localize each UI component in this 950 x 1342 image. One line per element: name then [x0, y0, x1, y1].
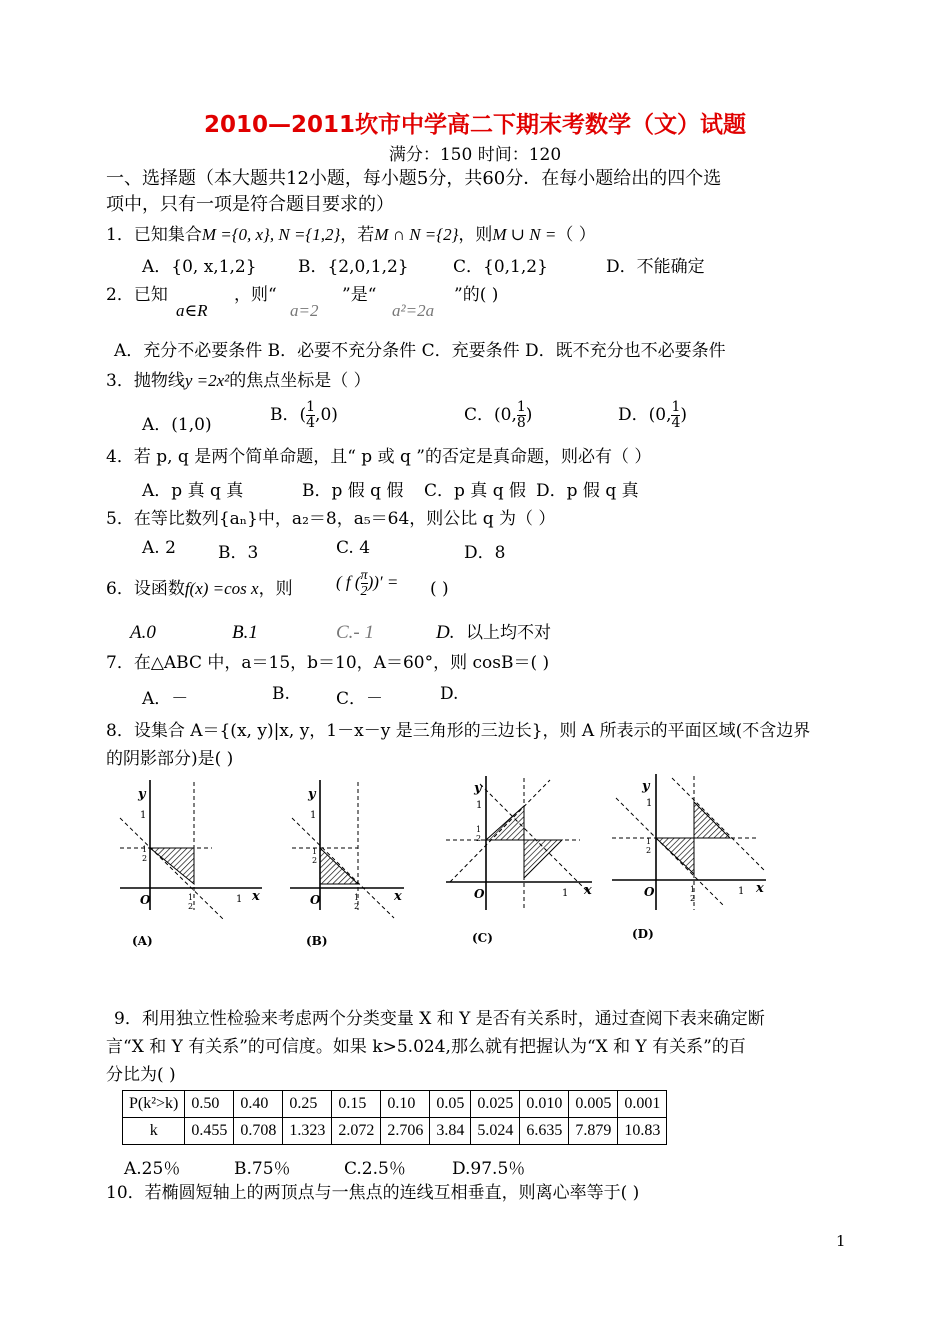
q3-d-label: D．(0, — [618, 405, 672, 425]
shaded-region — [320, 848, 358, 884]
q1-if: ，若 — [340, 225, 375, 245]
tick-label-one: 1 — [738, 886, 745, 897]
q9-table — [122, 1090, 667, 1145]
q8-stem-1: 8．设集合 A＝{(x, y)|x, y，1－x－y 是三角形的三边长}，则 A 所表示的平面区域(不含边界 — [106, 721, 811, 741]
table-cell: 3.84 — [430, 1118, 471, 1145]
q3-b-frac-num: 1 — [306, 399, 316, 415]
q2-a-in-r: a∈R — [176, 301, 208, 320]
tick-label-half-num: 1 — [312, 847, 318, 856]
q3-b-frac-den: 4 — [306, 415, 316, 431]
q8-stem-2: 的阴影部分)是( ) — [106, 749, 234, 769]
q1-sets: M ={0, x}, N ={1,2} — [201, 225, 341, 244]
q4-option-b: B．p 假 q 假 — [302, 481, 404, 501]
table-cell: 0.005 — [569, 1091, 618, 1118]
q2-p: a=2 — [290, 301, 319, 320]
origin-label: O — [310, 893, 321, 907]
q6-num: 6．设函数 — [106, 579, 185, 599]
table-cell: 6.635 — [520, 1118, 569, 1145]
tick-label-one: 1 — [236, 894, 243, 905]
table-cell: 0.50 — [185, 1091, 234, 1118]
tick-label-one: 1 — [476, 800, 483, 811]
q3-option-c — [464, 400, 532, 431]
tick-label-one: 1 — [310, 810, 317, 821]
q6-option-d: D. — [436, 622, 455, 643]
q1-option-c: C．{0,1,2} — [453, 257, 548, 277]
table-cell: 0.25 — [283, 1091, 332, 1118]
q3-option-d — [618, 400, 687, 431]
q4-option-a: A．p 真 q 真 — [142, 481, 244, 501]
q8-figure-d — [606, 770, 772, 950]
axis-y-label: y — [474, 781, 482, 796]
section-heading-1: 一、选择题（本大题共12小题，每小题5分，共60分．在每小题给出的四个选 — [106, 168, 722, 189]
shaded-region — [524, 840, 562, 878]
table-cell: 0.010 — [520, 1091, 569, 1118]
q9-stem-2: 言“X 和 Y 有关系”的可信度。如果 k>5.024,那么就有把握认为“X 和 Y 有关系”的百 — [106, 1037, 746, 1057]
axis-x-label: x — [252, 889, 260, 904]
q9-stem-3: 分比为( ) — [106, 1065, 176, 1085]
q6-then: ，则 — [258, 579, 293, 599]
q2-options: A．充分不必要条件 B．必要不充分条件 C．充要条件 D．既不充分也不必要条件 — [114, 341, 726, 361]
table-header-cell: P(k²>k) — [123, 1091, 185, 1118]
tick-label-one: 1 — [646, 798, 653, 809]
q5-option-d: D．8 — [464, 543, 506, 563]
page-title: 2010—2011坎市中学高二下期末考数学（文）试题 — [203, 112, 747, 138]
axis-x-label: x — [584, 883, 592, 898]
q3-option-a: A．(1,0) — [142, 415, 212, 435]
q6-frac-den: 2 — [360, 584, 368, 599]
page-subtitle: 满分：150 时间：120 — [388, 145, 562, 165]
q1-num: 1．已知集合 — [106, 225, 202, 245]
tick-label-half-den: 2 — [142, 854, 148, 863]
q6-option-d-text: 以上均不对 — [466, 623, 551, 643]
table-row — [123, 1091, 667, 1118]
q2-mid1: ，则“ — [234, 285, 277, 305]
table-row — [123, 1118, 667, 1145]
origin-label: O — [644, 885, 655, 899]
q2-mid2: ”是“ — [342, 285, 377, 305]
q6-expr — [336, 568, 398, 599]
tick-label-half-num: 1 — [646, 837, 652, 846]
table-cell: 0.708 — [234, 1118, 283, 1145]
q8-figure-c — [440, 770, 600, 950]
table-header-cell: k — [123, 1118, 185, 1145]
table-cell: 0.40 — [234, 1091, 283, 1118]
q10-stem: 10．若椭圆短轴上的两顶点与一焦点的连线互相垂直，则离心率等于( ) — [106, 1183, 640, 1203]
table-cell: 0.455 — [185, 1118, 234, 1145]
q1-option-d: D．不能确定 — [606, 257, 705, 277]
q1-then: ，则 — [458, 225, 493, 245]
q6-expr-a: ( f ( — [336, 572, 361, 592]
axis-y-label: y — [642, 779, 650, 794]
q5-option-a: A. 2 — [142, 538, 176, 558]
q5-option-b: B．3 — [218, 543, 259, 563]
q6-option-c: C.- 1 — [336, 622, 374, 643]
axis-x-label: x — [756, 881, 764, 896]
tick-label-half-den: 2 — [354, 902, 360, 911]
tick-label-half-num: 1 — [142, 845, 148, 854]
q3-d-frac-num: 1 — [671, 399, 681, 415]
q9-option-c: C.2.5％ — [344, 1159, 406, 1179]
q7-option-d: D. — [440, 684, 459, 704]
q7-option-a: A．－ — [142, 689, 189, 709]
table-cell: 2.072 — [332, 1118, 381, 1145]
q3-c-fraction — [517, 400, 526, 431]
q3-tail: 的焦点坐标是（ ） — [229, 371, 371, 391]
q1-paren: （ ） — [556, 225, 596, 245]
q9-option-d: D.97.5％ — [452, 1159, 526, 1179]
tick-label-half-den: 2 — [188, 902, 194, 911]
tick-label-half-num: 1 — [354, 893, 360, 902]
q4-option-d: D．p 假 q 真 — [536, 481, 639, 501]
q2-end: ”的( ) — [454, 285, 499, 305]
table-cell: 0.001 — [618, 1091, 667, 1118]
q3-d-close: ) — [680, 405, 688, 425]
q7-stem: 7．在△ABC 中，a＝15，b＝10，A＝60°，则 cosB＝( ) — [106, 653, 550, 673]
q3-b-tail: ,0) — [315, 405, 338, 425]
table-cell: 0.05 — [430, 1091, 471, 1118]
q6-option-b: B.1 — [232, 622, 258, 643]
tick-label-one: 1 — [562, 888, 569, 899]
q3-num: 3．抛物线 — [106, 371, 185, 391]
table-cell: 2.706 — [381, 1118, 430, 1145]
table-cell: 10.83 — [618, 1118, 667, 1145]
section-heading-2: 项中，只有一项是符合题目要求的） — [106, 194, 394, 215]
q7-option-c: C．－ — [336, 689, 384, 709]
tick-label-half-num: 1 — [188, 893, 194, 902]
tick-label-half-num: 1 — [690, 885, 696, 894]
q1-option-a: A．{0, x,1,2} — [142, 257, 257, 277]
dashed-line — [292, 818, 394, 918]
axis-y-label: y — [308, 787, 316, 802]
origin-label: O — [474, 887, 485, 901]
table-cell: 0.15 — [332, 1091, 381, 1118]
q6-frac-num: π — [360, 568, 368, 583]
figure-label: (A) — [132, 934, 153, 948]
table-cell: 7.879 — [569, 1118, 618, 1145]
q7-option-b: B. — [272, 684, 290, 704]
tick-label-half-den: 2 — [476, 834, 482, 843]
tick-label-half-den: 2 — [312, 856, 318, 865]
q4-stem: 4．若 p, q 是两个简单命题，且“ p 或 q ”的否定是真命题，则必有（ ） — [106, 447, 652, 467]
q1-stem — [106, 224, 596, 246]
q3-b-fraction — [306, 400, 315, 431]
q9-stem-1: 9．利用独立性检验来考虑两个分类变量 X 和 Y 是否有关系时，通过查阅下表来确定断 — [114, 1009, 765, 1029]
q2-num: 2．已知 — [106, 285, 168, 305]
tick-label-half-den: 2 — [690, 894, 696, 903]
q8-figure-a — [112, 770, 272, 950]
q5-option-c: C. 4 — [336, 538, 371, 558]
figure-label: (C) — [472, 931, 493, 945]
q3-d-frac-den: 4 — [671, 415, 681, 431]
q3-b-label: B．( — [270, 405, 307, 425]
table-cell: 0.025 — [471, 1091, 520, 1118]
q3-eq: y =2x² — [184, 371, 230, 390]
figure-label: (B) — [306, 934, 328, 948]
q6-option-a: A.0 — [130, 622, 156, 643]
q4-option-c: C．p 真 q 假 — [424, 481, 526, 501]
origin-label: O — [140, 893, 151, 907]
q2-q: a²=2a — [392, 301, 435, 320]
figure-label: (D) — [632, 927, 654, 941]
tick-label-half-num: 1 — [476, 825, 482, 834]
q9-option-a: A.25％ — [124, 1159, 181, 1179]
q3-c-frac-den: 8 — [516, 415, 526, 431]
q6-fraction — [361, 568, 368, 599]
dashed-line — [120, 818, 224, 920]
shaded-region — [694, 802, 730, 838]
tick-label-one: 1 — [140, 810, 147, 821]
axis-x-label: x — [394, 889, 402, 904]
q6-stem — [106, 578, 293, 600]
q3-stem — [106, 370, 371, 392]
q3-option-b — [270, 400, 338, 431]
axis-y-label: y — [138, 787, 146, 802]
q3-c-close: ) — [525, 405, 533, 425]
q1-option-b: B．{2,0,1,2} — [298, 257, 409, 277]
table-cell: 0.10 — [381, 1091, 430, 1118]
tick-label-half-den: 2 — [646, 846, 652, 855]
table-cell: 1.323 — [283, 1118, 332, 1145]
shaded-region — [486, 806, 524, 840]
q1-cond: M ∩ N ={2} — [374, 225, 459, 244]
q3-c-frac-num: 1 — [516, 399, 526, 415]
page-number: 1 — [836, 1232, 846, 1250]
q8-figure-b — [282, 770, 412, 950]
table-cell: 5.024 — [471, 1118, 520, 1145]
q3-c-label: C．(0, — [464, 405, 517, 425]
q6-f: f(x) =cos x — [184, 579, 259, 598]
q5-stem: 5．在等比数列{aₙ}中，a₂＝8，a₅＝64，则公比 q 为（ ） — [106, 509, 556, 529]
q9-option-b: B.75％ — [234, 1159, 291, 1179]
q6-paren: ( ) — [430, 579, 449, 599]
q6-expr-b: ))′ = — [367, 572, 399, 592]
q1-expr: M ∪ N = — [492, 225, 557, 244]
